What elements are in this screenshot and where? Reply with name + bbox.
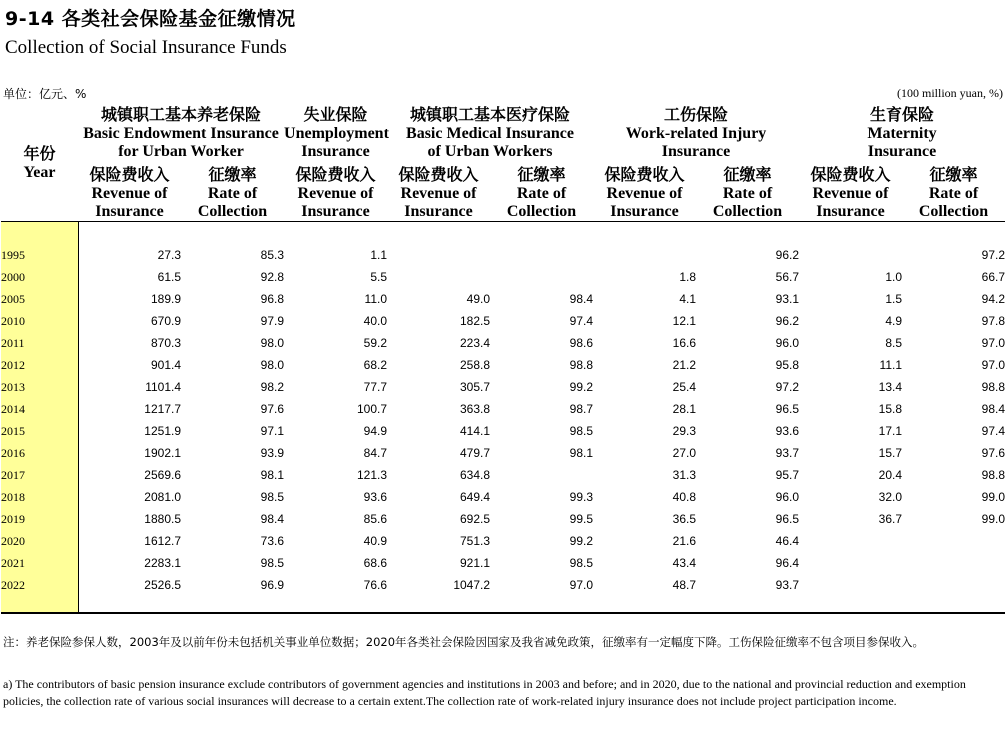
value-cell: 73.6 xyxy=(260,534,285,548)
value-cell: 56.7 xyxy=(775,270,800,284)
group-header-cn: 生育保险 xyxy=(870,106,935,124)
subheader-revenue-cn: 保险费收入 xyxy=(604,166,685,184)
page-title-en: Collection of Social Insurance Funds xyxy=(5,37,287,58)
value-cell: 96.8 xyxy=(260,292,285,306)
value-cell: 85.3 xyxy=(260,248,285,262)
table-row xyxy=(1,574,1005,596)
table-row xyxy=(1,288,1005,310)
value-cell: 98.2 xyxy=(260,380,285,394)
table-row xyxy=(1,552,1005,574)
year-cell: 2010 xyxy=(1,310,78,332)
value-cell: 15.8 xyxy=(878,402,903,416)
value-cell: 99.2 xyxy=(569,534,594,548)
year-header-en: Year xyxy=(23,163,56,181)
value-cell: 649.4 xyxy=(459,490,491,504)
value-cell xyxy=(902,574,1005,596)
value-cell: 95.8 xyxy=(775,358,800,372)
value-cell: 4.1 xyxy=(679,292,697,306)
subheader-rate-en1: Rate of xyxy=(722,184,773,202)
value-cell: 1612.7 xyxy=(144,534,181,548)
value-cell: 94.2 xyxy=(981,292,1006,306)
value-cell: 97.4 xyxy=(569,314,594,328)
unit-label-en: (100 million yuan, %) xyxy=(897,86,1003,100)
year-cell: 2019 xyxy=(1,508,78,530)
value-cell: 93.7 xyxy=(775,578,800,592)
year-cell xyxy=(1,596,78,613)
value-cell: 5.5 xyxy=(370,270,388,284)
value-cell: 305.7 xyxy=(459,380,491,394)
value-cell: 98.4 xyxy=(260,512,285,526)
subheader-revenue xyxy=(284,161,387,222)
value-cell: 96.2 xyxy=(775,248,800,262)
value-cell: 93.6 xyxy=(775,424,800,438)
year-cell: 2014 xyxy=(1,398,78,420)
value-cell: 29.3 xyxy=(672,424,697,438)
value-cell xyxy=(490,244,593,266)
end-cell xyxy=(78,596,1005,613)
subheader-revenue xyxy=(799,161,902,222)
year-cell: 2011 xyxy=(1,332,78,354)
subheader-revenue-en2: Insurance xyxy=(95,202,164,220)
table-row xyxy=(1,530,1005,552)
group-header-en1: Unemployment xyxy=(284,124,389,142)
subheader-rate-en1: Rate of xyxy=(207,184,258,202)
value-cell: 96.2 xyxy=(775,314,800,328)
value-cell: 12.1 xyxy=(672,314,697,328)
value-cell: 99.0 xyxy=(981,512,1006,526)
year-cell: 2005 xyxy=(1,288,78,310)
value-cell: 94.9 xyxy=(363,424,388,438)
table-row xyxy=(1,376,1005,398)
group-header-en2: Insurance xyxy=(301,142,370,160)
value-cell: 98.1 xyxy=(260,468,285,482)
value-cell: 21.2 xyxy=(672,358,697,372)
group-header-en2: of Urban Workers xyxy=(427,142,553,160)
value-cell: 98.0 xyxy=(260,336,285,350)
year-cell: 2018 xyxy=(1,486,78,508)
value-cell: 98.8 xyxy=(981,380,1006,394)
value-cell: 97.0 xyxy=(981,336,1006,350)
value-cell: 93.9 xyxy=(260,446,285,460)
value-cell: 98.5 xyxy=(260,556,285,570)
value-cell: 98.5 xyxy=(569,424,594,438)
value-cell: 27.0 xyxy=(672,446,697,460)
value-cell xyxy=(593,244,696,266)
value-cell: 15.7 xyxy=(878,446,903,460)
value-cell: 93.6 xyxy=(363,490,388,504)
value-cell: 363.8 xyxy=(459,402,491,416)
value-cell: 1217.7 xyxy=(144,402,181,416)
subheader-rate-cn: 征缴率 xyxy=(517,166,566,184)
value-cell: 84.7 xyxy=(363,446,388,460)
value-cell: 76.6 xyxy=(363,578,388,592)
subheader-rate-cn: 征缴率 xyxy=(208,166,257,184)
value-cell xyxy=(799,552,902,574)
value-cell: 97.6 xyxy=(981,446,1006,460)
value-cell: 46.4 xyxy=(775,534,800,548)
value-cell: 97.0 xyxy=(981,358,1006,372)
subheader-rate xyxy=(696,161,799,222)
table-row xyxy=(1,442,1005,464)
year-header-cn: 年份 xyxy=(23,145,56,163)
value-cell: 48.7 xyxy=(672,578,697,592)
value-cell: 99.2 xyxy=(569,380,594,394)
value-cell: 36.5 xyxy=(672,512,697,526)
subheader-revenue-en1: Revenue of xyxy=(606,184,683,202)
value-cell: 68.6 xyxy=(363,556,388,570)
note-en: a) The contributors of basic pension insurance exclude contributors of government agencies and institutions in 2003 and before; and in 2020, due to the national and provincial reduction and exemption policies, the collection rate of various social insurances will decrease to a certain extent.The collection rate of work-related injury insurance does not include project participation income. xyxy=(3,677,966,708)
year-cell: 2013 xyxy=(1,376,78,398)
value-cell: 21.6 xyxy=(672,534,697,548)
value-cell: 97.0 xyxy=(569,578,594,592)
value-cell: 28.1 xyxy=(672,402,697,416)
value-cell: 59.2 xyxy=(363,336,388,350)
table-row xyxy=(1,354,1005,376)
subheader-revenue-en2: Insurance xyxy=(610,202,679,220)
subheader-revenue-cn: 保险费收入 xyxy=(89,166,170,184)
value-cell: 49.0 xyxy=(466,292,491,306)
value-cell: 97.2 xyxy=(775,380,800,394)
value-cell: 1.0 xyxy=(885,270,903,284)
group-header-cn: 失业保险 xyxy=(303,106,368,124)
subheader-revenue-en1: Revenue of xyxy=(91,184,168,202)
value-cell: 1.1 xyxy=(370,248,388,262)
table-row xyxy=(1,508,1005,530)
value-cell: 901.4 xyxy=(150,358,181,372)
subheader-rate-cn: 征缴率 xyxy=(723,166,772,184)
value-cell: 98.7 xyxy=(569,402,594,416)
value-cell: 31.3 xyxy=(672,468,697,482)
insurance-table xyxy=(1,101,1005,614)
value-cell xyxy=(490,266,593,288)
year-cell xyxy=(1,222,78,245)
value-cell xyxy=(902,530,1005,552)
value-cell: 8.5 xyxy=(885,336,903,350)
value-cell: 97.2 xyxy=(981,248,1006,262)
value-cell: 634.8 xyxy=(459,468,491,482)
value-cell: 2526.5 xyxy=(144,578,181,592)
table-body xyxy=(1,222,1005,614)
value-cell: 98.0 xyxy=(260,358,285,372)
value-cell: 98.8 xyxy=(569,358,594,372)
value-cell: 96.5 xyxy=(775,512,800,526)
year-cell: 2012 xyxy=(1,354,78,376)
value-cell: 1902.1 xyxy=(144,446,181,460)
value-cell: 99.5 xyxy=(569,512,594,526)
value-cell: 98.4 xyxy=(569,292,594,306)
subheader-revenue-cn: 保险费收入 xyxy=(398,166,479,184)
group-header-unemployment xyxy=(284,101,387,161)
value-cell: 2569.6 xyxy=(144,468,181,482)
value-cell: 99.3 xyxy=(569,490,594,504)
value-cell: 1.5 xyxy=(885,292,903,306)
subheader-rate-cn: 征缴率 xyxy=(929,166,978,184)
value-cell: 414.1 xyxy=(459,424,491,438)
subheader-rate-en1: Rate of xyxy=(928,184,979,202)
group-header-en2: Insurance xyxy=(867,142,937,160)
value-cell: 98.8 xyxy=(981,468,1006,482)
value-cell: 93.7 xyxy=(775,446,800,460)
value-cell: 92.8 xyxy=(260,270,285,284)
value-cell: 97.1 xyxy=(260,424,285,438)
group-header-endowment xyxy=(78,101,284,161)
value-cell: 99.0 xyxy=(981,490,1006,504)
table-row xyxy=(1,486,1005,508)
note-cn: 注：养老保险参保人数，2003年及以前年份未包括机关事业单位数据；2020年各类社会保险因国家及我省减免政策，征缴率有一定幅度下降。工伤保险征缴率不包含项目参保收入。 xyxy=(3,635,925,649)
value-cell: 77.7 xyxy=(363,380,388,394)
subheader-revenue-en1: Revenue of xyxy=(297,184,374,202)
value-cell xyxy=(902,552,1005,574)
value-cell: 20.4 xyxy=(878,468,903,482)
subheader-revenue xyxy=(78,161,181,222)
value-cell: 17.1 xyxy=(878,424,903,438)
group-header-en1: Maternity xyxy=(867,124,937,142)
value-cell: 258.8 xyxy=(459,358,491,372)
subheader-rate-en2: Collection xyxy=(712,202,783,220)
value-cell xyxy=(387,244,490,266)
value-cell: 11.0 xyxy=(364,292,388,306)
group-header-en2: Insurance xyxy=(661,142,731,160)
value-cell: 1047.2 xyxy=(453,578,491,592)
header-row-subcolumns xyxy=(1,161,1005,222)
group-header-en1: Work-related Injury xyxy=(625,124,767,142)
value-cell xyxy=(799,574,902,596)
value-cell: 96.0 xyxy=(775,490,800,504)
value-cell: 96.9 xyxy=(260,578,285,592)
value-cell: 97.4 xyxy=(981,424,1006,438)
value-cell: 2283.1 xyxy=(144,556,181,570)
value-cell: 97.8 xyxy=(981,314,1006,328)
subheader-revenue-en1: Revenue of xyxy=(400,184,477,202)
value-cell: 25.4 xyxy=(672,380,697,394)
table-row xyxy=(1,420,1005,442)
year-cell: 2017 xyxy=(1,464,78,486)
year-header xyxy=(1,101,78,222)
subheader-rate xyxy=(181,161,284,222)
group-header-cn: 工伤保险 xyxy=(664,106,729,124)
value-cell: 2081.0 xyxy=(144,490,181,504)
subheader-revenue-en2: Insurance xyxy=(301,202,370,220)
year-cell: 2016 xyxy=(1,442,78,464)
value-cell: 40.9 xyxy=(363,534,388,548)
table-row xyxy=(1,332,1005,354)
value-cell: 100.7 xyxy=(356,402,388,416)
value-cell: 66.7 xyxy=(981,270,1006,284)
value-cell: 870.3 xyxy=(150,336,181,350)
value-cell: 98.4 xyxy=(981,402,1006,416)
group-header-en1: Basic Medical Insurance xyxy=(406,124,575,142)
value-cell xyxy=(799,244,902,266)
year-cell: 2022 xyxy=(1,574,78,596)
subheader-revenue xyxy=(387,161,490,222)
value-cell: 121.3 xyxy=(356,468,388,482)
value-cell: 95.7 xyxy=(775,468,800,482)
value-cell: 1251.9 xyxy=(144,424,181,438)
subheader-revenue-cn: 保险费收入 xyxy=(810,166,891,184)
value-cell: 692.5 xyxy=(459,512,491,526)
value-cell: 68.2 xyxy=(363,358,388,372)
subheader-rate-en2: Collection xyxy=(918,202,989,220)
subheader-revenue-cn: 保险费收入 xyxy=(295,166,376,184)
value-cell xyxy=(799,530,902,552)
value-cell: 36.7 xyxy=(878,512,903,526)
year-cell: 2021 xyxy=(1,552,78,574)
value-cell: 751.3 xyxy=(459,534,491,548)
group-header-maternity xyxy=(799,101,1005,161)
value-cell: 670.9 xyxy=(150,314,181,328)
group-header-medical xyxy=(387,101,593,161)
table-row xyxy=(1,464,1005,486)
value-cell: 97.6 xyxy=(260,402,285,416)
subheader-revenue xyxy=(593,161,696,222)
value-cell: 98.1 xyxy=(569,446,594,460)
value-cell: 93.1 xyxy=(775,292,800,306)
value-cell: 16.6 xyxy=(672,336,697,350)
group-header-work-injury xyxy=(593,101,799,161)
subheader-revenue-en2: Insurance xyxy=(816,202,885,220)
subheader-revenue-en1: Revenue of xyxy=(812,184,889,202)
table-end-row xyxy=(1,596,1005,613)
value-cell: 98.5 xyxy=(569,556,594,570)
value-cell: 40.0 xyxy=(363,314,388,328)
value-cell: 4.9 xyxy=(885,314,903,328)
value-cell: 11.1 xyxy=(879,358,903,372)
value-cell: 1880.5 xyxy=(144,512,181,526)
value-cell: 182.5 xyxy=(459,314,491,328)
value-cell: 40.8 xyxy=(672,490,697,504)
page-title-cn: 9-14 各类社会保险基金征缴情况 xyxy=(5,8,296,30)
table-row xyxy=(1,398,1005,420)
table-row xyxy=(1,310,1005,332)
value-cell: 96.5 xyxy=(775,402,800,416)
value-cell: 27.3 xyxy=(157,248,181,262)
subheader-rate-en2: Collection xyxy=(197,202,268,220)
value-cell: 189.9 xyxy=(150,292,181,306)
subheader-rate-en1: Rate of xyxy=(516,184,567,202)
subheader-rate xyxy=(490,161,593,222)
value-cell xyxy=(490,464,593,486)
group-header-en1: Basic Endowment Insurance xyxy=(83,124,279,142)
value-cell: 1101.4 xyxy=(145,380,181,394)
value-cell: 85.6 xyxy=(363,512,388,526)
value-cell: 43.4 xyxy=(672,556,697,570)
value-cell: 32.0 xyxy=(878,490,903,504)
unit-label-cn: 单位：亿元、% xyxy=(3,87,87,101)
year-cell: 2020 xyxy=(1,530,78,552)
subheader-revenue-en2: Insurance xyxy=(404,202,473,220)
spacer-row xyxy=(1,222,1005,245)
table-row xyxy=(1,266,1005,288)
subheader-rate xyxy=(902,161,1005,222)
group-header-cn: 城镇职工基本养老保险 xyxy=(101,106,262,124)
value-cell: 97.9 xyxy=(260,314,285,328)
value-cell: 96.0 xyxy=(775,336,800,350)
year-cell: 2000 xyxy=(1,266,78,288)
year-cell: 1995 xyxy=(1,244,78,266)
value-cell: 479.7 xyxy=(459,446,491,460)
group-header-en2: for Urban Worker xyxy=(118,142,244,160)
value-cell: 921.1 xyxy=(459,556,491,570)
spacer-cell xyxy=(78,222,1005,245)
value-cell: 98.5 xyxy=(260,490,285,504)
value-cell: 98.6 xyxy=(569,336,594,350)
value-cell: 1.8 xyxy=(679,270,697,284)
year-cell: 2015 xyxy=(1,420,78,442)
value-cell: 61.5 xyxy=(157,270,181,284)
subheader-rate-en2: Collection xyxy=(506,202,577,220)
group-header-cn: 城镇职工基本医疗保险 xyxy=(410,106,571,124)
value-cell xyxy=(387,266,490,288)
value-cell: 13.4 xyxy=(878,380,903,394)
header-row-groups xyxy=(1,101,1005,161)
value-cell: 96.4 xyxy=(775,556,800,570)
value-cell: 223.4 xyxy=(459,336,491,350)
table-row xyxy=(1,244,1005,266)
